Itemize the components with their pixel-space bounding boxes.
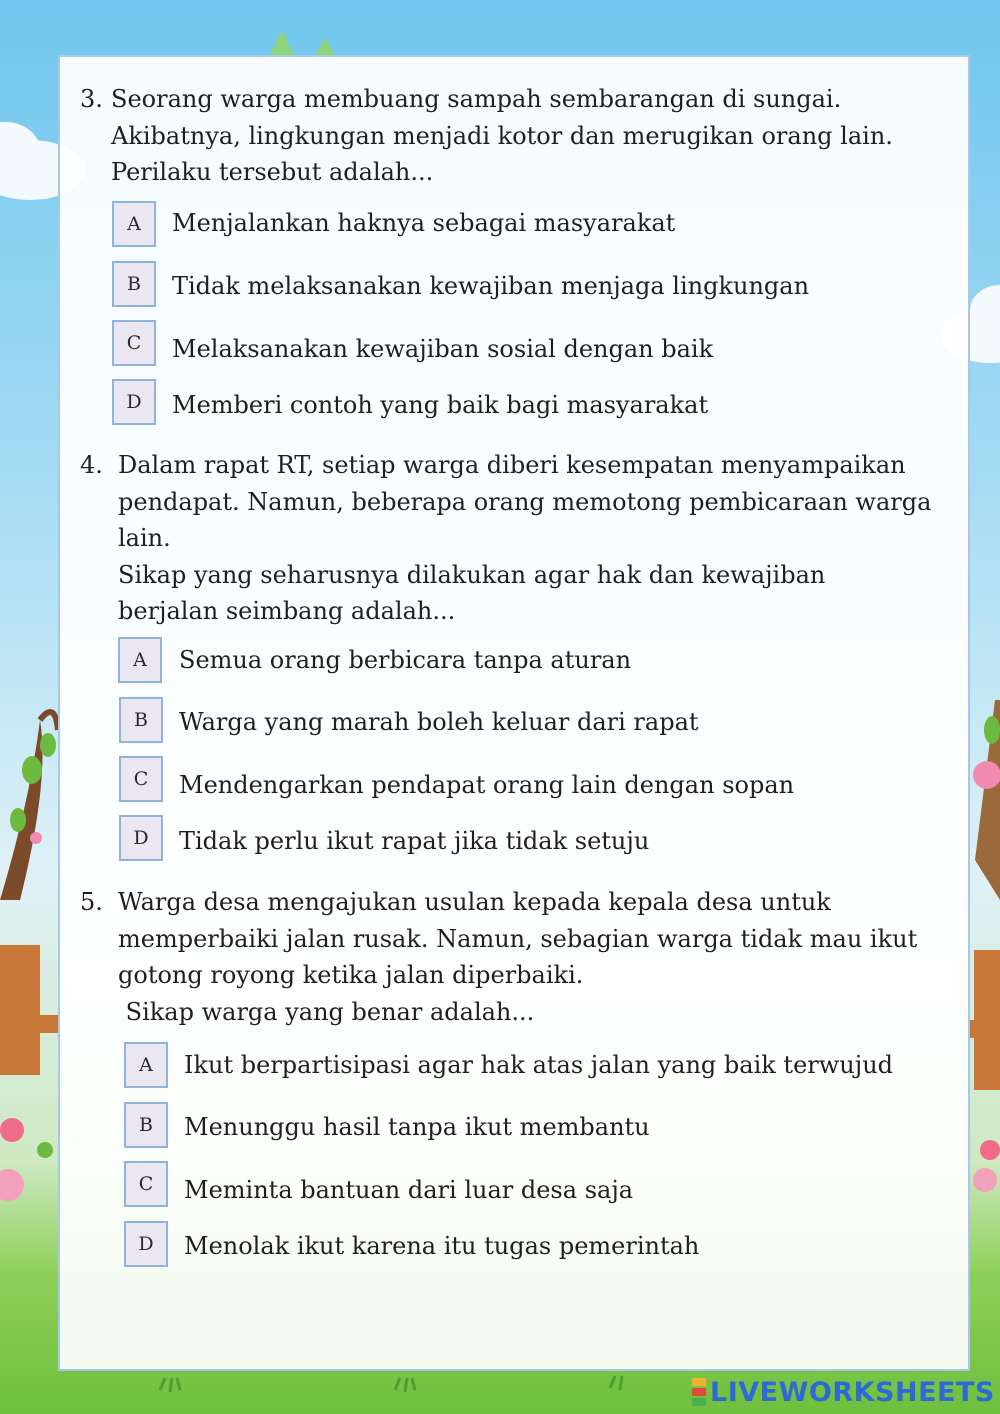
q4-option-b-box[interactable]: B <box>119 697 163 743</box>
question-text-line: Perilaku tersebut adalah... <box>111 158 434 186</box>
question-4-number: 4. <box>80 451 103 479</box>
q3-option-b-box[interactable]: B <box>112 261 156 307</box>
q4-option-b-text: Warga yang marah boleh keluar dari rapat <box>179 708 699 736</box>
question-4-text <box>118 447 938 630</box>
q3-option-c-box[interactable]: C <box>112 320 156 366</box>
q3-option-a-text: Menjalankan haknya sebagai masyarakat <box>172 209 676 237</box>
q4-option-d-box[interactable]: D <box>119 815 163 861</box>
question-text-line: Sikap warga yang benar adalah... <box>118 997 535 1026</box>
liveworksheets-logo[interactable] <box>692 1372 995 1412</box>
question-3-number: 3. <box>80 85 103 113</box>
question-text-line: Sikap yang seharusnya dilakukan agar hak dan kewajiban <box>118 560 826 589</box>
q5-option-d-text: Menolak ikut karena itu tugas pemerintah <box>184 1232 700 1260</box>
q3-option-b-text: Tidak melaksanakan kewajiban menjaga lingkungan <box>172 272 810 300</box>
question-3-text <box>111 81 931 191</box>
question-5-number: 5. <box>80 888 103 916</box>
q3-option-d-text: Memberi contoh yang baik bagi masyarakat <box>172 391 709 419</box>
question-5-text <box>118 884 938 1030</box>
q4-option-c-box[interactable]: C <box>119 756 163 802</box>
q3-option-a-box[interactable]: A <box>112 201 156 247</box>
q4-option-d-text: Tidak perlu ikut rapat jika tidak setuju <box>179 827 650 855</box>
q5-option-d-box[interactable]: D <box>124 1221 168 1267</box>
question-text-line: berjalan seimbang adalah... <box>118 597 456 625</box>
q4-option-c-text: Mendengarkan pendapat orang lain dengan sopan <box>179 771 795 799</box>
question-text-line: gotong royong ketika jalan diperbaiki. <box>118 961 584 989</box>
logo-mark-bar <box>692 1398 706 1406</box>
liveworksheets-logo-icon <box>692 1377 706 1407</box>
q5-option-c-text: Meminta bantuan dari luar desa saja <box>184 1176 634 1204</box>
question-text-line: memperbaiki jalan rusak. Namun, sebagian warga tidak mau ikut <box>118 924 918 953</box>
logo-mark-bar <box>692 1388 706 1396</box>
question-text-line: Dalam rapat RT, setiap warga diberi kesempatan menyampaikan <box>118 451 906 479</box>
question-text-line: lain. <box>118 524 171 552</box>
q3-option-d-box[interactable]: D <box>112 379 156 425</box>
q5-option-b-text: Menunggu hasil tanpa ikut membantu <box>184 1113 650 1141</box>
q5-option-b-box[interactable]: B <box>124 1102 168 1148</box>
q5-option-a-text: Ikut berpartisipasi agar hak atas jalan yang baik terwujud <box>184 1051 894 1079</box>
q5-option-c-box[interactable]: C <box>124 1161 168 1207</box>
q5-option-a-box[interactable]: A <box>124 1042 168 1088</box>
q4-option-a-text: Semua orang berbicara tanpa aturan <box>179 646 632 674</box>
question-text-line: pendapat. Namun, beberapa orang memotong pembicaraan warga <box>118 487 932 516</box>
question-text-line: Warga desa mengajukan usulan kepada kepala desa untuk <box>118 888 831 916</box>
logo-mark-bar <box>692 1378 706 1386</box>
question-text-line: Akibatnya, lingkungan menjadi kotor dan merugikan orang lain. <box>111 121 893 150</box>
q4-option-a-box[interactable]: A <box>118 637 162 683</box>
q3-option-c-text: Melaksanakan kewajiban sosial dengan baik <box>172 335 714 363</box>
liveworksheets-logo-text: LIVEWORKSHEETS <box>710 1376 995 1408</box>
question-text-line: Seorang warga membuang sampah sembarangan di sungai. <box>111 85 842 113</box>
